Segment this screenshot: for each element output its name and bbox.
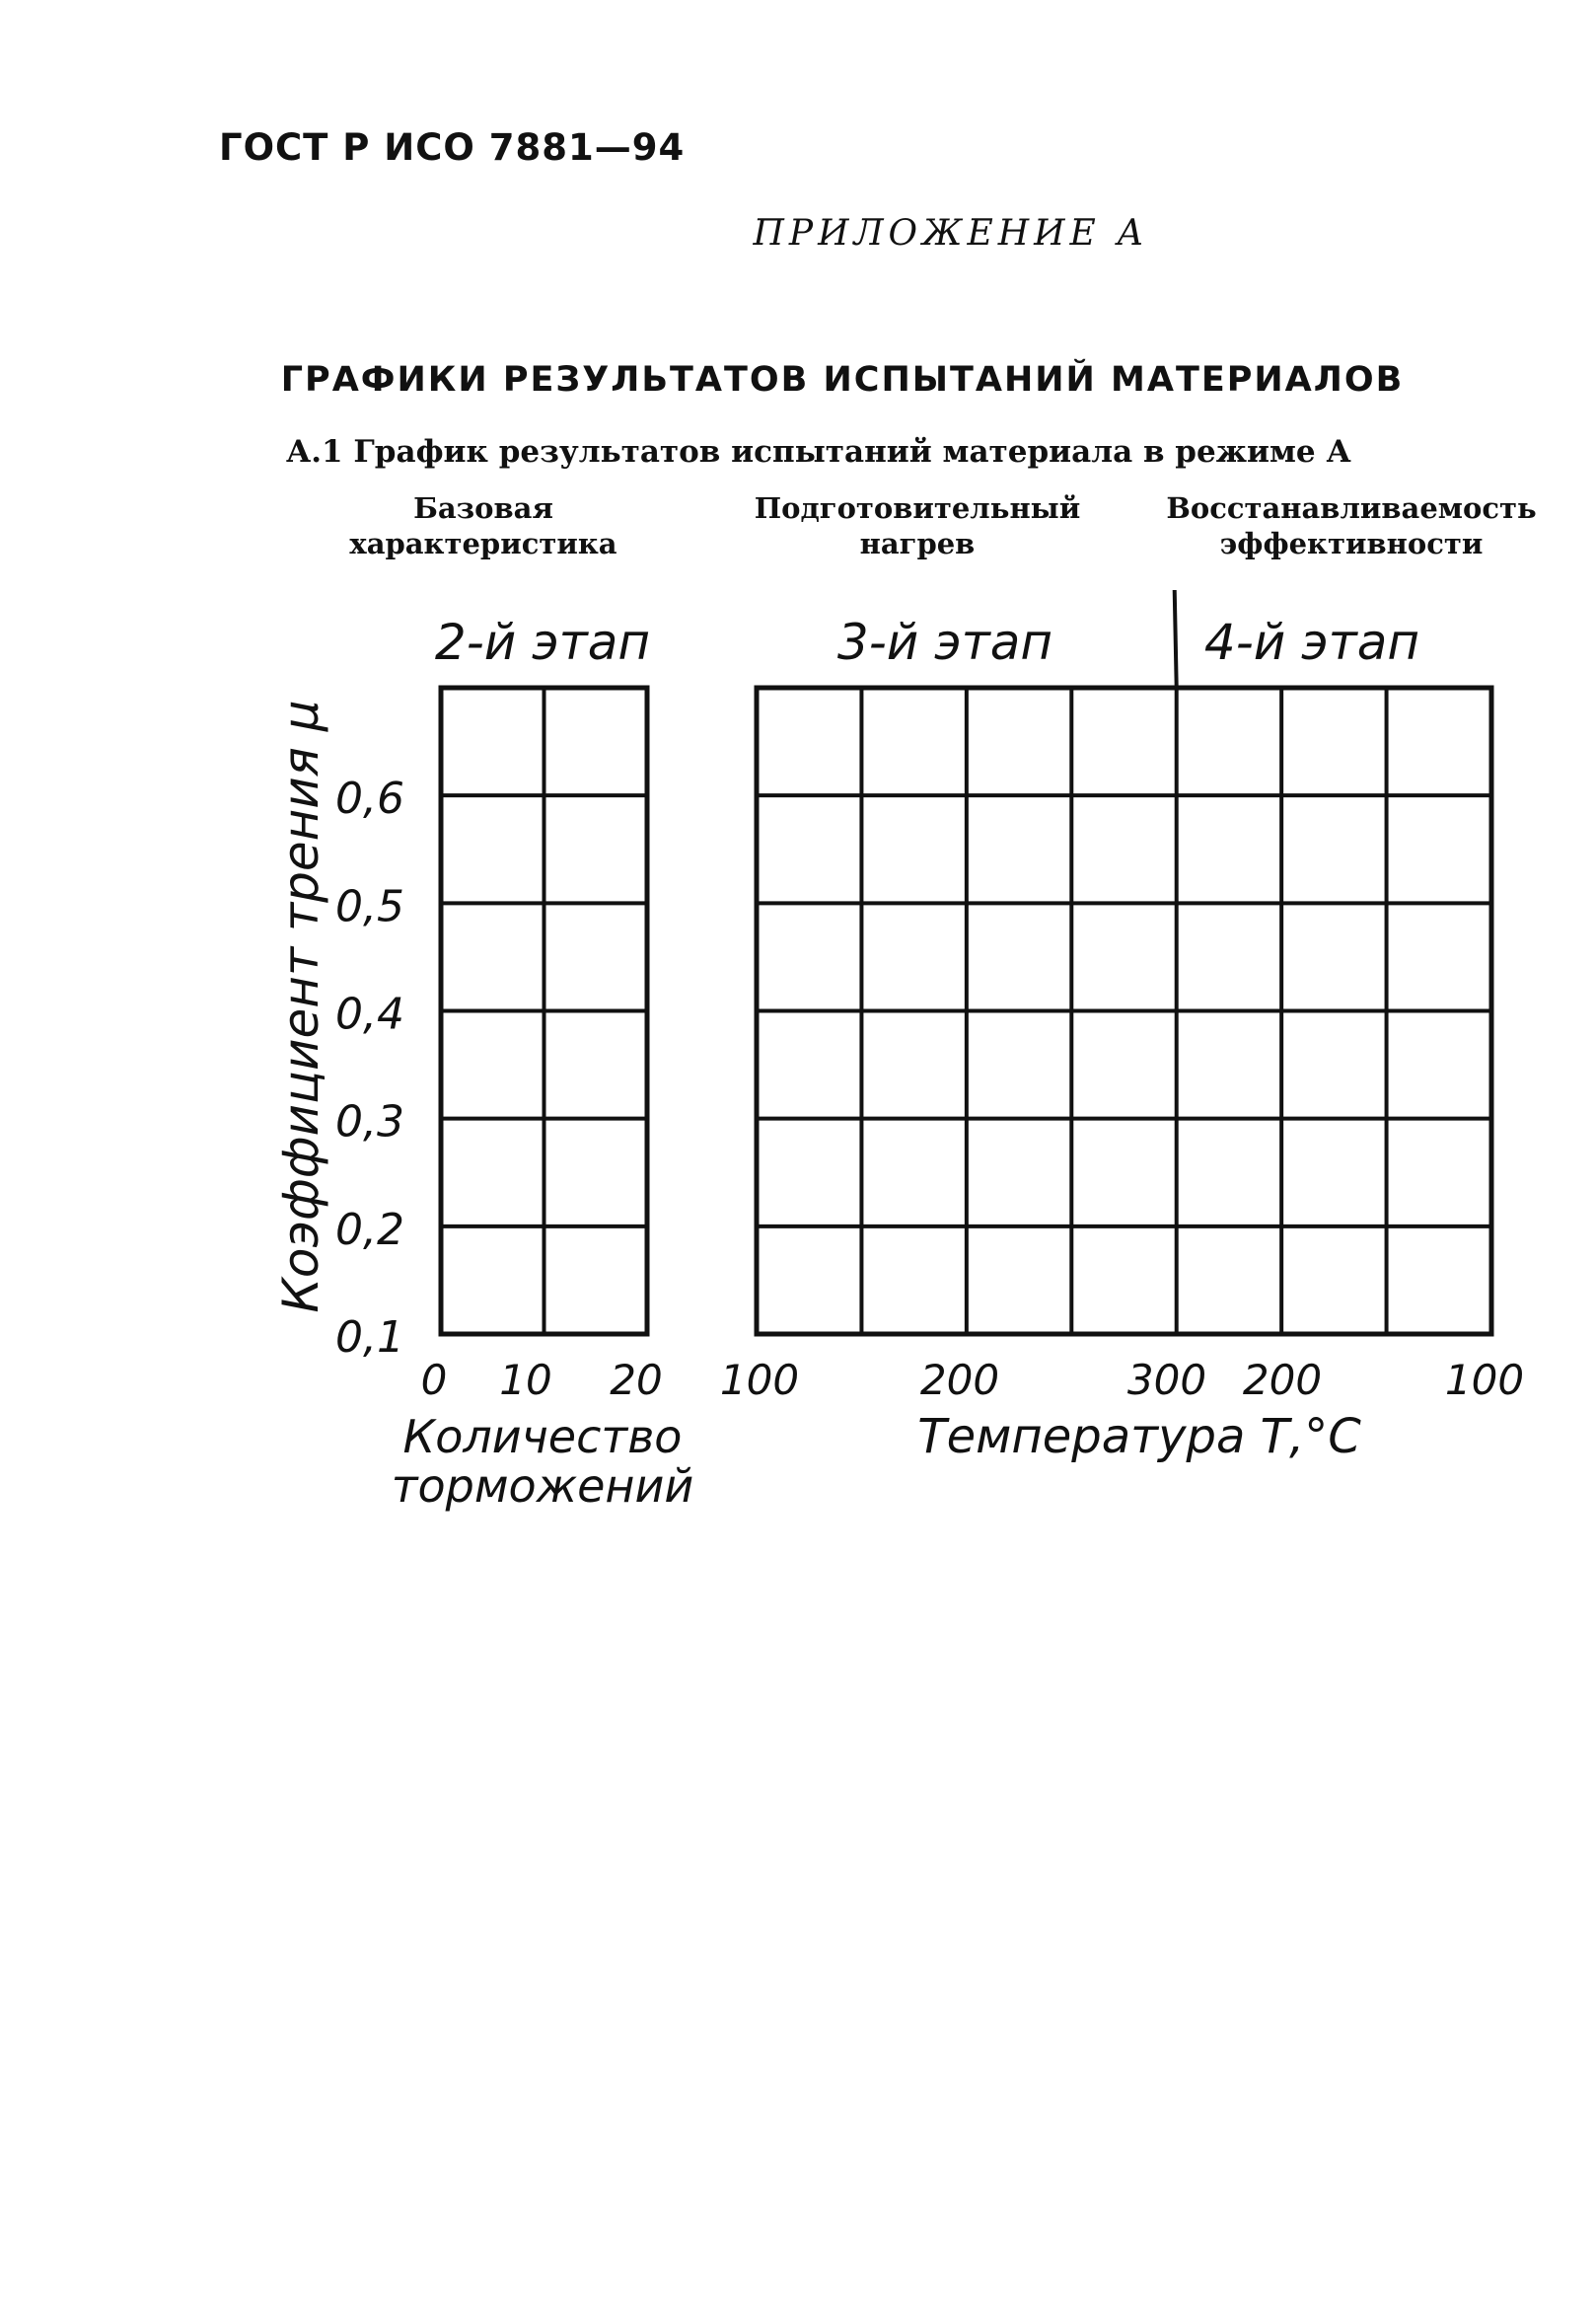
y-tick-label: 0,1	[335, 1312, 404, 1363]
left-x-tick-label: 0	[420, 1356, 448, 1404]
right-x-tick-label: 300	[1126, 1356, 1207, 1404]
y-tick-label: 0,3	[335, 1096, 404, 1148]
section-heading-line: Подготовительный	[754, 491, 1081, 525]
right-x-tick-label: 200	[1242, 1356, 1323, 1404]
section-heading-line: нагрев	[859, 527, 976, 560]
section-heading-line: характеристика	[349, 527, 617, 560]
y-tick-label: 0,4	[335, 989, 404, 1040]
y-tick-label: 0,5	[335, 881, 404, 932]
right-x-tick-label: 200	[919, 1356, 1000, 1404]
page-title: ГРАФИКИ РЕЗУЛЬТАТОВ ИСПЫТАНИЙ МАТЕРИАЛОВ	[280, 360, 1405, 400]
right-x-tick-label: 100	[1444, 1356, 1525, 1404]
right-x-axis-label: Температура Т,°С	[917, 1409, 1361, 1464]
appendix-label: ПРИЛОЖЕНИЕ А	[753, 213, 1149, 254]
section-heading-line: эффективности	[1219, 527, 1484, 560]
section-heading-line: Восстанавливаемость	[1166, 491, 1537, 525]
stage-label: 4-й этап	[1203, 614, 1420, 671]
stage-label: 3-й этап	[836, 614, 1053, 671]
right-x-tick-label: 100	[719, 1356, 800, 1404]
stage-label: 2-й этап	[434, 614, 651, 671]
document-id: ГОСТ Р ИСО 7881—94	[219, 126, 686, 169]
y-tick-label: 0,6	[335, 774, 404, 825]
left-x-tick-label: 10	[499, 1356, 552, 1404]
stage-divider-line	[1175, 590, 1177, 688]
y-axis-label: Коэффициент трения μ	[272, 700, 329, 1313]
left-x-tick-label: 20	[610, 1356, 663, 1404]
section-heading-line: Базовая	[413, 491, 553, 525]
figure-caption: А.1 График результатов испытаний материала в режиме А	[286, 434, 1351, 470]
left-x-axis-label: торможений	[391, 1459, 694, 1513]
y-tick-label: 0,2	[335, 1204, 404, 1255]
left-x-axis-label: Количество	[402, 1410, 683, 1463]
